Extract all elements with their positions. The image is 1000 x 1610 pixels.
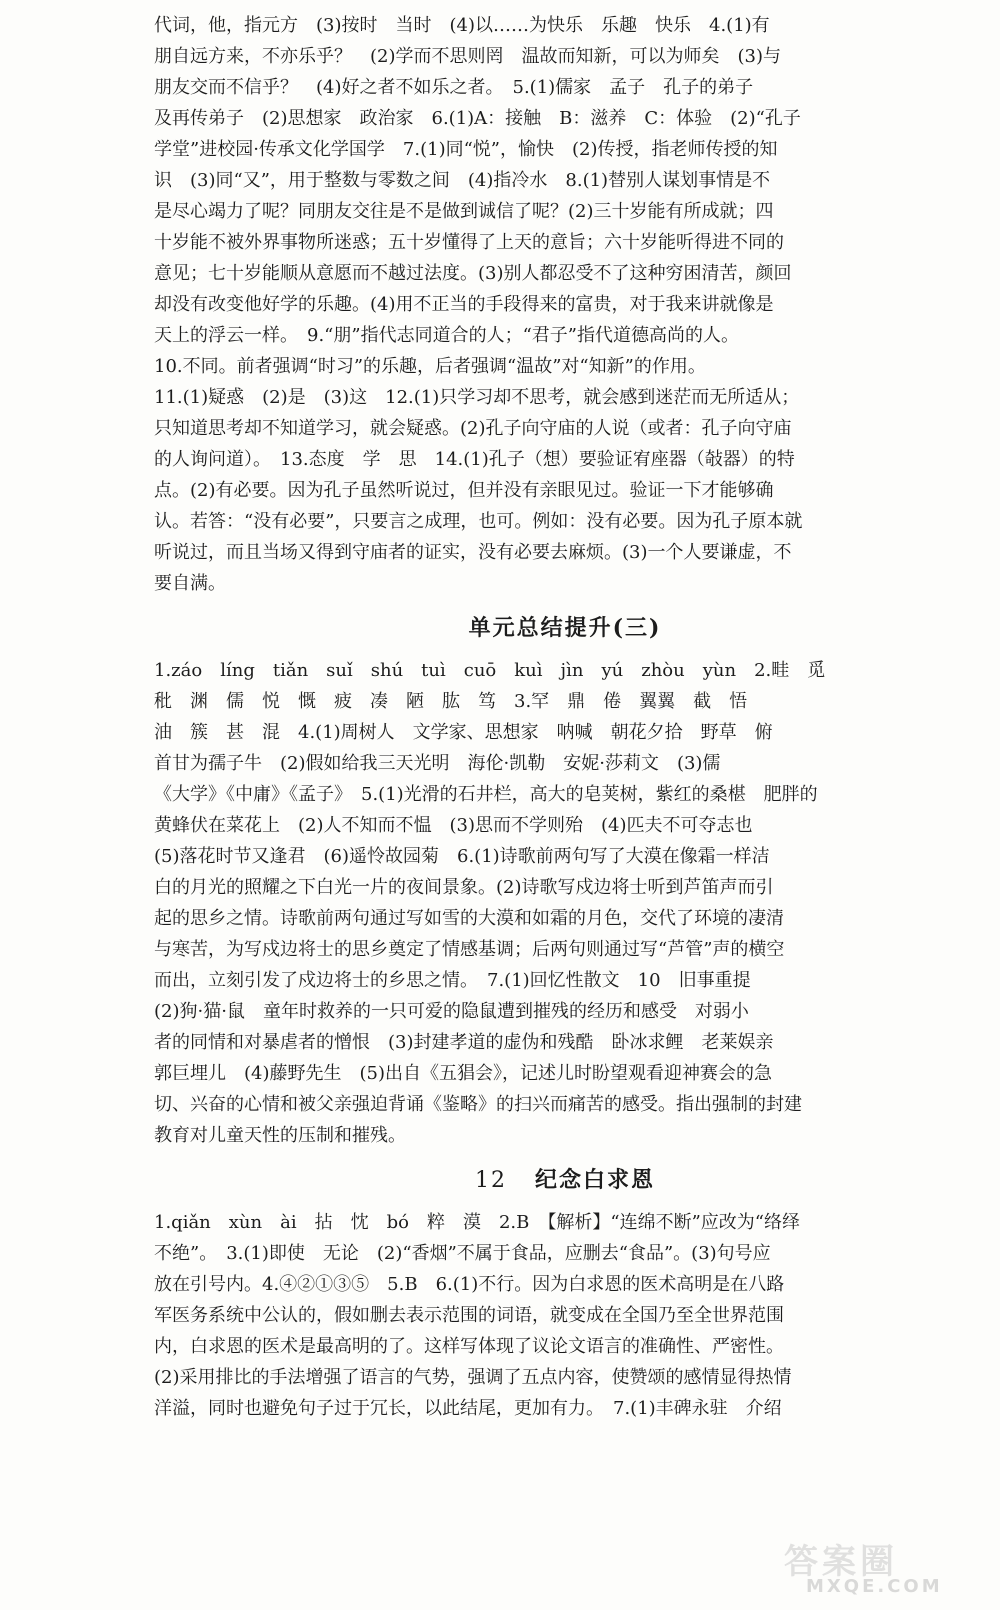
text-line: 《大学》《中庸》《孟子》 5.(1)光滑的石井栏，高大的皂荚树，紫红的桑椹 肥胖的 [154, 784, 818, 805]
section-heading-unit-summary [154, 605, 976, 651]
text-line: 朋友交而不信乎？ (4)好之者不如乐之者。 5.(1)儒家 孟子 孔子的弟子 [154, 77, 754, 98]
text-line: 认。若答：“没有必要”，只要言之成理，也可。例如：没有必要。因为孔子原本就 [154, 511, 803, 532]
text-line: 切、兴奋的心情和被父亲强迫背诵《鉴略》的扫兴而痛苦的感受。指出强制的封建 [154, 1094, 802, 1115]
text-line: 放在引号内。4.④②①③⑤ 5.B 6.(1)不行。因为白求恩的医术高明是在八路 [154, 1274, 785, 1295]
text-line: 黄蜂伏在菜花上 (2)人不知而不愠 (3)思而不学则殆 (4)匹夫不可夺志也 [154, 815, 753, 836]
text-line: 而出，立刻引发了戍边将士的乡思之情。 7.(1)回忆性散文 10 旧事重提 [154, 970, 751, 991]
watermark-logo: 答案圈 [784, 1542, 898, 1582]
lesson-title: 纪念白求恩 [534, 1167, 655, 1193]
text-line: 郭巨埋儿 (4)藤野先生 (5)出自《五猖会》，记述儿时盼望观看迎神赛会的急 [154, 1063, 772, 1084]
lesson-number: 12 [474, 1168, 507, 1193]
text-line: 11.(1)疑惑 (2)是 (3)这 12.(1)只学习却不思考，就会感到迷茫而无所适从； [154, 387, 800, 408]
section-title: 单元总结提升(三) [468, 615, 662, 641]
text-line: 10.不同。前者强调“时习”的乐趣，后者强调“温故”对“知新”的作用。 [154, 356, 706, 377]
section-answers-continued [154, 10, 976, 599]
text-line: 内，白求恩的医术是最高明的了。这样写体现了议论文语言的准确性、严密性。 [154, 1336, 784, 1357]
section-lesson-12 [154, 1207, 976, 1424]
text-line: 教育对儿童天性的压制和摧残。 [154, 1125, 406, 1146]
text-line: 朋自远方来，不亦乐乎？ (2)学而不思则罔 温故而知新，可以为师矣 (3)与 [154, 46, 781, 67]
text-line: 是尽心竭力了呢？同朋友交往是不是做到诚信了呢？(2)三十岁能有所成就；四 [154, 201, 774, 222]
text-line: 却没有改变他好学的乐趣。(4)用不正当的手段得来的富贵，对于我来讲就像是 [154, 294, 774, 315]
text-line: (2)狗·猫·鼠 童年时救养的一只可爱的隐鼠遭到摧残的经历和感受 对弱小 [154, 1001, 749, 1022]
text-line: 要自满。 [154, 573, 226, 594]
text-line: 点。(2)有必要。因为孔子虽然听说过，但并没有亲眼见过。验证一下才能够确 [154, 480, 774, 501]
text-line: 起的思乡之情。诗歌前两句通过写如雪的大漠和如霜的月色，交代了环境的凄清 [154, 908, 784, 929]
text-line: 油 簇 甚 混 4.(1)周树人 文学家、思想家 呐喊 朝花夕拾 野草 俯 [154, 722, 773, 743]
text-line: 者的同情和对暴虐者的憎恨 (3)封建孝道的虚伪和残酷 卧冰求鲤 老莱娱亲 [154, 1032, 774, 1053]
section-heading-lesson-12 [154, 1157, 976, 1203]
text-line: 军医务系统中公认的，假如删去表示范围的词语，就变成在全国乃至全世界范围 [154, 1305, 784, 1326]
text-line: 不绝”。 3.(1)即使 无论 (2)“香烟”不属于食品，应删去“食品”。(3)句号应 [154, 1243, 771, 1264]
text-line: 识 (3)同“又”，用于整数与零数之间 (4)指冷水 8.(1)替别人谋划事情是不 [154, 170, 771, 191]
text-line: 1.záo líng tiǎn suǐ shú tuì cuō kuì jìn yú zhòu yùn 2.畦 觅 [154, 660, 826, 681]
text-line: 听说过，而且当场又得到守庙者的证实，没有必要去麻烦。(3)一个人要谦虚，不 [154, 542, 792, 563]
text-line: 天上的浮云一样。 9.“朋”指代志同道合的人；“君子”指代道德高尚的人。 [154, 325, 739, 346]
text-line: 秕 渊 儒 悦 慨 疲 凑 陋 肱 笃 3.罕 鼎 倦 翼翼 截 悟 [154, 691, 748, 712]
watermark-url: MXQE.COM [806, 1576, 943, 1597]
watermark [784, 1534, 974, 1602]
text-line: 1.qiǎn xùn ài 拈 忱 bó 粹 漠 2.B 【解析】“连绵不断”应改为“络绎 [154, 1212, 800, 1233]
section-unit-summary [154, 655, 976, 1151]
text-line: 十岁能不被外界事物所迷惑；五十岁懂得了上天的意旨；六十岁能听得进不同的 [154, 232, 784, 253]
text-line: 只知道思考却不知道学习，就会疑惑。(2)孔子向守庙的人说（或者：孔子向守庙 [154, 418, 792, 439]
text-line: (5)落花时节又逢君 (6)遥怜故园菊 6.(1)诗歌前两句写了大漠在像霜一样洁 [154, 846, 770, 867]
text-line: 的人询问道）。 13.态度 学 思 14.(1)孔子（想）要验证宥座器（敧器）的特 [154, 449, 795, 470]
text-line: 白的月光的照耀之下白光一片的夜间景象。(2)诗歌写戍边将士听到芦笛声而引 [154, 877, 774, 898]
text-line: 意见；七十岁能顺从意愿而不越过法度。(3)别人都忍受不了这种穷困清苦，颜回 [154, 263, 792, 284]
text-line: 洋溢，同时也避免句子过于冗长，以此结尾，更加有力。 7.(1)丰碑永驻 介绍 [154, 1398, 782, 1419]
text-line: 首甘为孺子牛 (2)假如给我三天光明 海伦·凯勒 安妮·莎莉文 (3)儒 [154, 753, 721, 774]
text-line: 与寒苦，为写戍边将士的思乡奠定了情感基调；后两句则通过写“芦管”声的横空 [154, 939, 785, 960]
text-line: (2)采用排比的手法增强了语言的气势，强调了五点内容，使赞颂的感情显得热情 [154, 1367, 792, 1388]
text-line: 学堂”进校园·传承文化学国学 7.(1)同“悦”，愉快 (2)传授，指老师传授的知 [154, 139, 778, 160]
text-line: 及再传弟子 (2)思想家 政治家 6.(1)A：接触 B：滋养 C：体验 (2)“孔子 [154, 108, 801, 129]
text-line: 代词，他，指元方 (3)按时 当时 (4)以……为快乐 乐趣 快乐 4.(1)有 [154, 15, 770, 36]
